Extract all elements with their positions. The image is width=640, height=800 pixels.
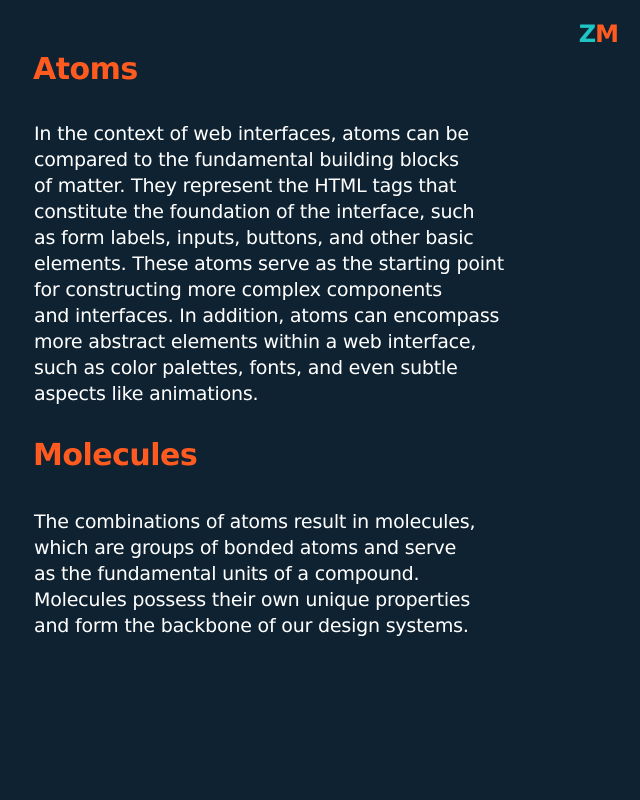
logo-letter-z: Z [578,20,596,48]
atoms-line: elements. These atoms serve as the starting point [34,253,504,275]
atoms-line: constitute the foundation of the interface, such [34,201,475,223]
atoms-line: as form labels, inputs, buttons, and other basic [34,227,474,249]
atoms-paragraph [34,121,594,407]
atoms-line: aspects like animations. [34,383,259,405]
molecules-line: which are groups of bonded atoms and serve [34,537,457,559]
molecules-line: The combinations of atoms result in molecules, [34,511,476,533]
atoms-line: such as color palettes, fonts, and even subtle [34,357,458,379]
molecules-heading: Molecules [33,438,198,473]
molecules-line: Molecules possess their own unique properties [34,589,471,611]
zm-logo [579,20,618,48]
atoms-line: more abstract elements within a web interface, [34,331,477,353]
molecules-paragraph [34,509,594,639]
atoms-line: of matter. They represent the HTML tags that [34,175,457,197]
atoms-line: In the context of web interfaces, atoms can be [34,123,469,145]
atoms-line: and interfaces. In addition, atoms can encompass [34,305,500,327]
molecules-line: as the fundamental units of a compound. [34,563,420,585]
atoms-heading: Atoms [33,52,138,87]
logo-letter-m: M [595,20,618,48]
atoms-line: for constructing more complex components [34,279,442,301]
molecules-line: and form the backbone of our design systems. [34,615,469,637]
atoms-line: compared to the fundamental building blocks [34,149,459,171]
